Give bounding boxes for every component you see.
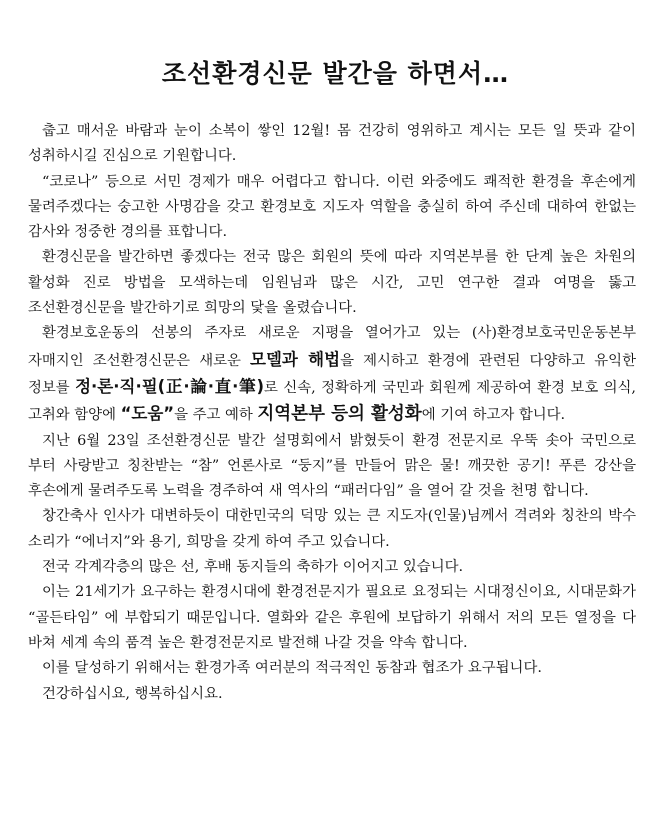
paragraph-text: 이를 달성하기 위해서는 환경가족 여러분의 적극적인 동참과 협조가 요구됩니다. — [42, 660, 542, 677]
paragraph — [28, 170, 636, 246]
paragraph-text: “코로나” 등으로 서민 경제가 매우 어렵다고 합니다. 이런 와중에도 쾌적한 환경을 후손에게 물려주겠다는 숭고한 사명감을 갖고 환경보호 지도자 역할을 충실히 하여 주신데 대하여 한없는 감사와 정중한 경의를 표합니다. — [28, 173, 636, 241]
paragraph — [28, 504, 636, 555]
article-body — [28, 119, 636, 707]
paragraph-text: 에 기여 하고자 합니다. — [421, 407, 566, 424]
emphasized-text: 모델과 해법 — [250, 349, 341, 369]
paragraph-text: 을 제시하고 환경에 관련된 다양하고 유익한 정보를 — [28, 352, 636, 396]
page-title: 조선환경신문 발간을 하면서… — [161, 59, 510, 88]
paragraph-text: 로 신속, 정확하게 국민과 회원께 제공하여 환경 보호 의식, 고취와 함양에 — [28, 379, 636, 424]
paragraph-text: 을 주고 예하 — [174, 407, 258, 424]
paragraph-text: 지난 6월 23일 조선환경신문 발간 설명회에서 밝혔듯이 환경 전문지로 우뚝 솟아 국민으로 부터 사랑받고 칭찬받는 “참” 언론사로 “둥지”를 만들어 맑은 물! 깨끗한 공기! 푸른 강산을 후손에게 물려주도록 노력을 경주하여 새 역사의 “패러다임” 을 열어 갈 것을 천명 합니다. — [28, 432, 636, 500]
paragraph — [28, 682, 636, 707]
emphasized-text: “도움” — [120, 404, 175, 424]
paragraph-text: 건강하십시요, 행복하십시요. — [42, 685, 223, 702]
paragraph — [28, 245, 636, 321]
paragraph-text: 창간축사 인사가 대변하듯이 대한민국의 덕망 있는 큰 지도자(인물)님께서 격려와 칭찬의 박수 소리가 “에너지”와 용기, 희망을 갖게 하여 주고 있습니다. — [28, 508, 636, 550]
emphasized-text: 정·론·직·필(正·論·直·筆) — [75, 376, 265, 396]
paragraph-text: 환경신문을 발간하면 좋겠다는 전국 많은 회원의 뜻에 따라 지역본부를 한 단계 높은 차원의 활성화 진로 방법을 모색하는데 임원님과 많은 시간, 고민 연구한 결과 여명을 뚫고 조선환경신문을 발간하기로 희망의 닻을 올렸습니다. — [28, 249, 636, 317]
paragraph-text: 환경보호운동의 선봉의 주자로 새로운 지평을 열어가고 있는 (사)환경보호국민운동본부 자매지인 조선환경신문은 새로운 — [28, 325, 636, 369]
paragraph-text: 춥고 매서운 바람과 눈이 소복이 쌓인 12월! 몸 건강히 영위하고 계시는 모든 일 뜻과 같이 성취하시길 진심으로 기원합니다. — [28, 123, 636, 165]
emphasized-text: 지역본부 등의 활성화 — [257, 404, 422, 425]
paragraph — [28, 656, 636, 681]
paragraph — [28, 429, 636, 505]
paragraph-text: 전국 각계각층의 많은 선, 후배 동지들의 축하가 이어지고 있습니다. — [42, 559, 464, 576]
paragraph — [28, 119, 636, 170]
paragraph — [28, 580, 636, 656]
paragraph — [28, 321, 636, 428]
paragraph — [28, 555, 636, 580]
paragraph-text: 이는 21세기가 요구하는 환경시대에 환경전문지가 필요로 요정되는 시대정신이요, 시대문화가 “골든타임” 에 부합되기 때문입니다. 열화와 같은 후원에 보답하기 위해서 저의 모든 열정을 다 바쳐 세계 속의 품격 높은 환경전문지로 발전해 나갈 것을 약속 합니다. — [28, 584, 636, 651]
